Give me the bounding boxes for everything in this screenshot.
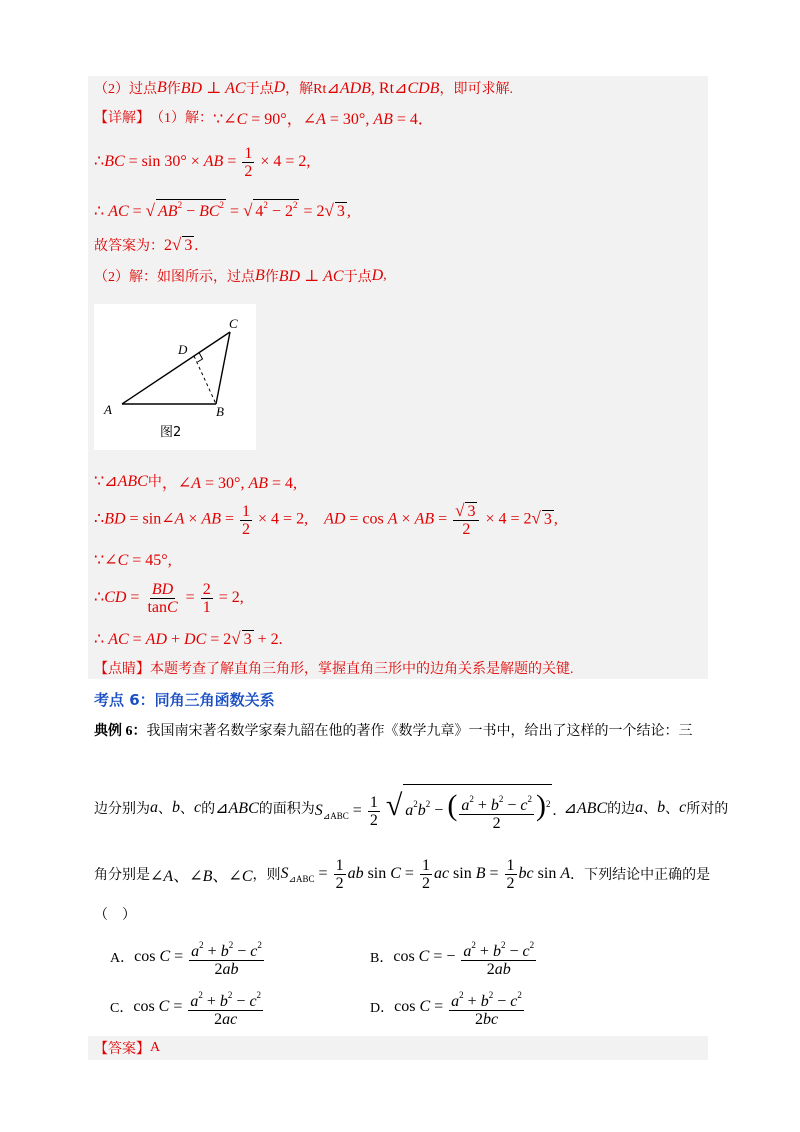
answer-panel [88, 1036, 708, 1060]
triangle-diagram [94, 304, 256, 450]
bc-equation: ∴BC = sin 30° × AB = $\frac{1}{2}$ × 4 = 2, [94, 144, 311, 180]
figure-caption: 图2 [160, 425, 182, 440]
example-line-2: 边分别为 a 、 b 、 c 的 ⊿ABC 的面积为 $S_{⊿ABC}$ = $\frac{1}{2}$ √ $a^2b^2$ − ( $\frac{a^2 + b^2 - c^2}{2}$ )$^2$ . ⊿ABC 的边 a 、 b 、 c 所对的 [94, 780, 728, 836]
section-title: 考点 6：同角三角函数关系 [94, 690, 275, 709]
answer-part1: 故答案为： 2√ 3 . [94, 235, 199, 254]
comment-line [94, 656, 574, 680]
detail-tag: 【详解】 [94, 111, 150, 126]
point-c-label: C [229, 316, 238, 331]
ac-equation: ∴ AC = √ $AB^2 - BC^2$ = √ $4^2 - 2^2 = 2√$ 3 , [94, 200, 351, 220]
point-d-label: D [178, 342, 188, 357]
answer-value: A [150, 1040, 161, 1055]
example-line-1: 典例 6： 我国南宋著名数学家秦九韶在他的著作《数学九章》一书中，给出了这样的一个结论：三 [94, 718, 693, 742]
point-b-label: B [216, 404, 224, 419]
comment-tag: 【点睛】 [94, 662, 150, 677]
given-line: ∵⊿ABC 中 ，∠A = 30°, AB = 4, [94, 473, 298, 492]
example-tag: 典例 6： [94, 724, 147, 739]
option-a[interactable]: A． cos C = $\frac{a^2 + b^2 - c^2}{2ab}$ [110, 936, 266, 978]
example-line-3: 角分别是 ∠A、∠B、∠C ，则 $S_{⊿ABC}$ = $\frac{1}{2}$ ab sin C = $\frac{1}{2}$ ac sin B = $\frac{1}{2}$ bc sin A ．下列结论中正确的是 [94, 856, 711, 892]
hint-text: （2）过点 [94, 82, 157, 97]
bd-ad-equation: ∴BD = sin∠A × AB = $\frac{1}{2}$ × 4 = 2, AD = cos A × AB = $\frac{√ 3}{2}$ × 4 = 2√ 3 , [94, 501, 558, 538]
detail-line: 【详解】 （1）解： ∵∠C = 90°，∠A = 30°, AB = 4． [94, 105, 434, 129]
part2-intro: （2）解：如图所示，过点 B 作 BD ⊥ AC 于点 D , [94, 267, 387, 285]
point-a-label: A [104, 402, 112, 417]
answer-tag: 【答案】 [94, 1042, 150, 1057]
cd-equation: ∴CD = $\frac{BD}{\tan C}$ = $\frac{2}{1}$ = 2, [94, 580, 244, 616]
comment-text: 本题考查了解直角三角形，掌握直角三形中的边角关系是解题的关键. [150, 662, 574, 677]
ac-result: ∴ AC = AD + DC = 2√ 3 + 2. [94, 629, 283, 648]
answer-line [94, 1036, 160, 1060]
angle-c-line: ∵∠C = 45°, [94, 552, 172, 569]
triangle-figure [94, 304, 256, 450]
option-c[interactable]: C． cos C = $\frac{a^2 + b^2 - c^2}{2ac}$ [110, 986, 265, 1028]
option-d[interactable]: D． cos C = $\frac{a^2 + b^2 - c^2}{2bc}$ [370, 986, 526, 1028]
option-b[interactable]: B． cos C = − $\frac{a^2 + b^2 - c^2}{2ab}$ [370, 936, 538, 978]
answer-blank: （ ） [94, 908, 136, 923]
hint-line: （2）过点 B 作 BD ⊥ AC 于点 D ，解Rt ⊿ADB, Rt⊿CDB ，即可求解. [94, 79, 513, 97]
